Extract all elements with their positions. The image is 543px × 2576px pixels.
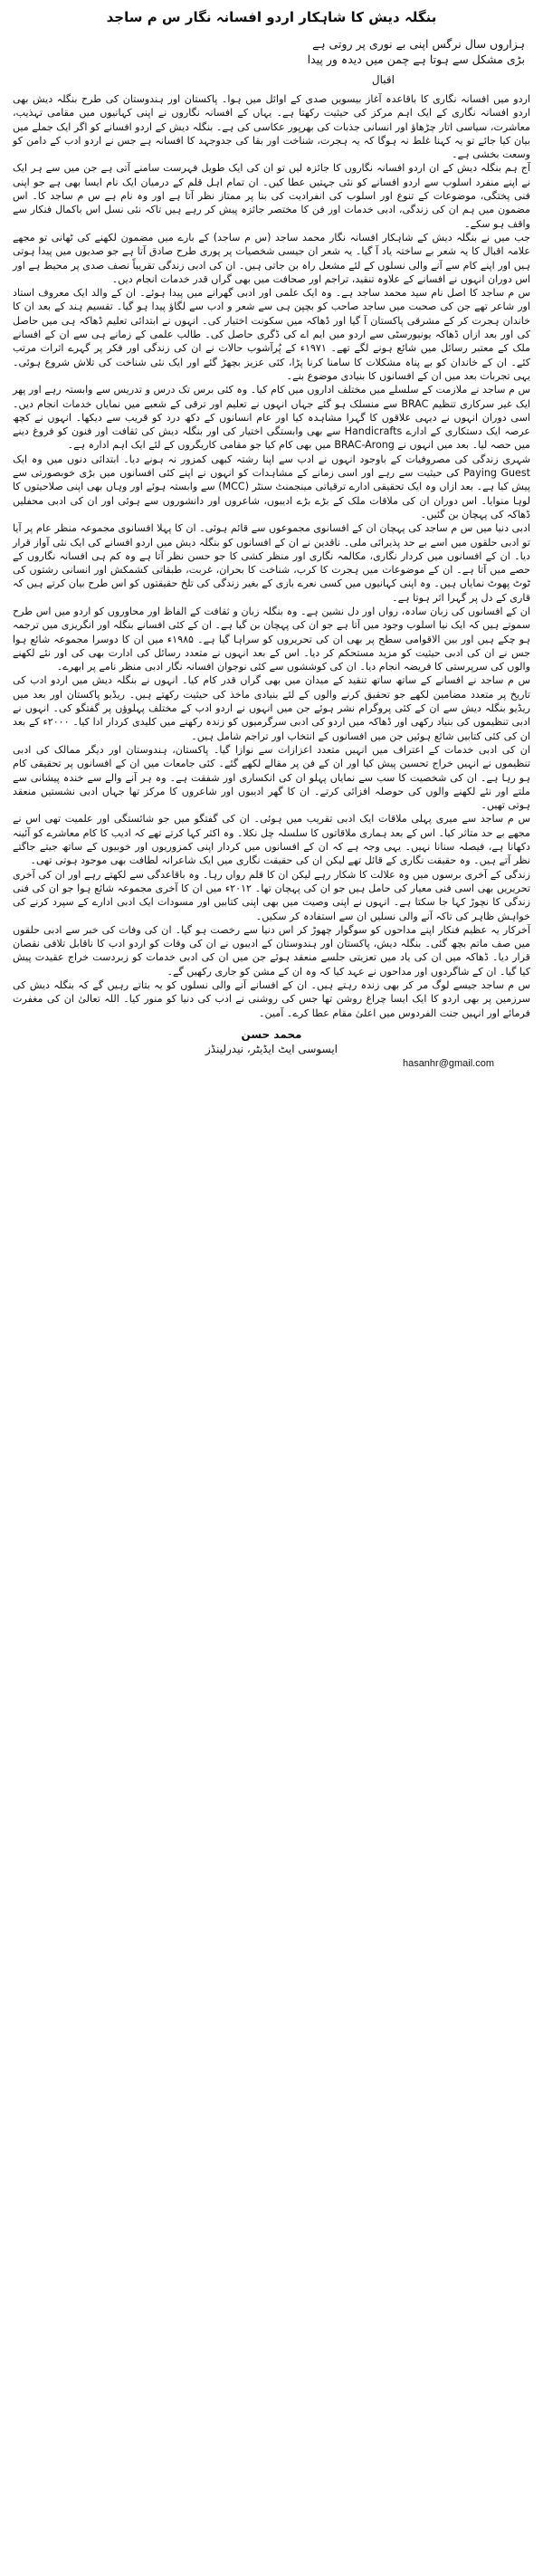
body-paragraph: س م ساجد جیسے لوگ مر کر بھی زندہ رہتے ہیں۔ ان کے افسانے آنے والی نسلوں کو یہ بتاتے رہیں گے کہ بنگلہ دیش کی سرزمین پر بھی اردو کا ایک ایسا چراغ روشن تھا جس کی روشنی نے ادب کی دنیا کو منور کیا۔ اللہ تعالیٰ ان کی مغفرت فرمائے اور انہیں جنت الفردوس میں اعلیٰ مقام عطا کرے۔ آمین۔: [13, 979, 530, 1019]
author-email-link[interactable]: hasanhr@gmail.com: [402, 1057, 494, 1069]
article-title: بنگلہ دیش کا شاہکار اردو افسانہ نگار س م ساجد: [106, 9, 437, 25]
body-paragraph: ان کی ادبی خدمات کے اعتراف میں انہیں متعدد اعزازات سے نوازا گیا۔ پاکستان، ہندوستان اور دیگر ممالک کی ادبی تنظیموں نے انہیں خراج تحسین پیش کیا اور ان کے فن پر مقالے لکھے گئے۔ کئی جامعات میں ان کے افسانوں پر تحقیقی کام ہو رہا ہے۔ ان کی شخصیت کا سب سے نمایاں پہلو ان کی انکساری اور شفقت ہے۔ وہ ہر آنے والے سے خندہ پیشانی سے ملتے اور نئے لکھنے والوں کی حوصلہ افزائی کرتے۔ ان کا گھر ادیبوں اور شاعروں کا مرکز تھا جہاں ادبی نشستیں منعقد ہوتی تھیں۔: [13, 743, 530, 812]
body-paragraph: آج ہم بنگلہ دیش کے ان اردو افسانہ نگاروں کا جائزہ لیں تو ان کی ایک طویل فہرست سامنے آتی ہے جن میں سے ہر ایک نے اپنے منفرد اسلوب سے اردو افسانے کو نئی جہتیں عطا کیں۔ ان تمام اہل قلم کے درمیان ایک نام ایسا بھی ہے جو اپنی فنی پختگی، موضوعات کے تنوع اور اسلوب کی انفرادیت کی بنا پر ممتاز نظر آتا ہے اور وہ نام ہے س م ساجد کا۔ اس مضمون میں ہم ان کی زندگی، ادبی خدمات اور فن کا مختصر جائزہ پیش کر رہے ہیں تاکہ نئی نسل اس باکمال فنکار سے واقف ہو سکے۔: [13, 162, 530, 230]
verse-line: ہزاروں سال نرگس اپنی بے نوری پر روتی ہے: [311, 37, 525, 51]
epigraph-verse: [13, 36, 530, 67]
body-paragraph: س م ساجد سے میری پہلی ملاقات ایک ادبی تقریب میں ہوئی۔ ان کی گفتگو میں جو شائستگی اور علمیت تھی اس نے مجھے بے حد متاثر کیا۔ اس کے بعد ہماری ملاقاتوں کا سلسلہ چل نکلا۔ وہ اکثر کہا کرتے تھے کہ ادیب کا کام معاشرے کو آئینہ دکھانا ہے، فیصلہ سنانا نہیں۔ یہی وجہ ہے کہ ان کے افسانوں میں کردار اپنی کمزوریوں اور خوبیوں کے ساتھ جیتے جاگتے نظر آتے ہیں۔ وہ حقیقت نگاری کے قائل تھے لیکن ان کی حقیقت نگاری میں ایک شاعرانہ لطافت بھی موجود ہوتی تھی۔: [13, 813, 530, 867]
body-paragraph: زندگی کے آخری برسوں میں وہ علالت کا شکار رہے لیکن ان کا قلم رواں رہا۔ وہ باقاعدگی سے لکھتے رہے اور ان کی آخری تحریریں بھی اسی فنی معیار کی حامل ہیں جو ان کی پہچان تھا۔ ۲۰۱۲ء میں ان کا آخری مجموعہ شائع ہوا جو ان کی فنی زندگی کا نچوڑ کہا جا سکتا ہے۔ انہوں نے اپنی وصیت میں بھی اپنی کتابیں اور مسودات ایک ادبی ادارے کے سپرد کرنے کی خواہش ظاہر کی تاکہ آنے والی نسلیں ان سے استفادہ کر سکیں۔: [13, 868, 530, 922]
body-paragraph: جب میں نے بنگلہ دیش کے شاہکار افسانہ نگار محمد ساجد (س م ساجد) کے بارے میں مضمون لکھنے کی ٹھانی تو مجھے علامہ اقبال کا یہ شعر بے ساختہ یاد آ گیا۔ یہ شعر ان جیسی شخصیات پر پوری طرح صادق آتا ہے جو صدیوں میں پیدا ہوتی ہیں اور اپنے کام سے آنے والی نسلوں کے لئے مشعل راہ بن جاتی ہیں۔ ان کی ادبی زندگی تقریباً نصف صدی پر محیط ہے اور اس دوران انہوں نے افسانے کے علاوہ تنقید، تراجم اور صحافت میں بھی گراں قدر خدمات انجام دیں۔: [13, 231, 530, 285]
article-body: [13, 92, 530, 1020]
body-paragraph: ان کے افسانوں کی زبان سادہ، رواں اور دل نشین ہے۔ وہ بنگلہ زبان و ثقافت کے الفاظ اور محاوروں کو اردو میں اس طرح سموتے ہیں کہ ایک نیا اسلوب وجود میں آتا ہے جو ان کی پہچان بن گیا ہے۔ ان کے کئی افسانے بنگلہ اور انگریزی میں ترجمہ ہو چکے ہیں اور بین الاقوامی سطح پر بھی ان کی تحریروں کو سراہا گیا ہے۔ ۱۹۸۵ء میں ان کا دوسرا مجموعہ شائع ہوا جس نے ان کی ادبی حیثیت کو مزید مستحکم کر دیا۔ اس کے بعد انہوں نے متعدد رسائل کی ادارت بھی کی اور نئے لکھنے والوں کی سرپرستی کا فریضہ انجام دیا۔ ان کی کوششوں سے کئی نوجوان افسانہ نگار ادبی منظر نامے پر ابھرے۔: [13, 605, 531, 673]
body-paragraph: س م ساجد نے افسانے کے ساتھ ساتھ تنقید کے میدان میں بھی گراں قدر کام کیا۔ انہوں نے بنگلہ دیش میں اردو ادب کی تاریخ پر متعدد مضامین لکھے جو تحقیق کرنے والوں کے لئے بنیادی ماخذ کی حیثیت رکھتے ہیں۔ ریڈیو پاکستان اور بعد میں ریڈیو بنگلہ دیش سے ان کے کئی پروگرام نشر ہوئے جن میں انہوں نے اردو ادب کے مختلف پہلوؤں پر گفتگو کی۔ انہوں نے ادبی تنظیموں کی بنیاد رکھی اور ڈھاکہ میں اردو کی ادبی سرگرمیوں کو زندہ رکھنے میں کلیدی کردار ادا کیا۔ ۲۰۰۰ء کے بعد ان کی کئی کتابیں شائع ہوئیں جن میں افسانوں کے انتخاب اور تراجم شامل ہیں۔: [13, 674, 530, 742]
verse-poet: اقبال: [371, 73, 395, 86]
author-location: ایسوسی ایٹ ایڈیٹر، نیدرلینڈز: [205, 1042, 338, 1055]
body-paragraph: س م ساجد نے ملازمت کے سلسلے میں مختلف اداروں میں کام کیا۔ وہ کئی برس تک درس و تدریس سے وابستہ رہے اور پھر ایک غیر سرکاری تنظیم BRAC سے منسلک ہو گئے جہاں انہوں نے تعلیم اور ترقی کے شعبے میں نمایاں خدمات انجام دیں۔ اسی دوران انہوں نے دیہی علاقوں کا گہرا مشاہدہ کیا اور عام انسانوں کے دکھ درد کو قریب سے دیکھا۔ انہوں نے کچھ عرصہ ایک دستکاری کے ادارے Handicrafts سے بھی وابستگی اختیار کی اور بنگلہ دیش کی ثقافت اور فنون کو فروغ دینے میں حصہ لیا۔ بعد میں انہوں نے BRAC-Arong میں بھی کام کیا جو مقامی کاریگروں کے لئے ایک اہم ادارہ ہے۔: [13, 384, 530, 452]
body-paragraph: شہری زندگی کی مصروفیات کے باوجود انہوں نے ادب سے اپنا رشتہ کبھی کمزور نہ ہونے دیا۔ ابتدائی دنوں میں وہ ایک Paying Guest کی حیثیت سے رہے اور اسی زمانے کے مشاہدات کو انہوں نے اپنے کئی افسانوں میں بڑی خوبصورتی سے پیش کیا ہے۔ بعد ازاں وہ ایک تحقیقی ادارے ترقیاتی مینجمنٹ سنٹر (MCC) سے وابستہ ہوئے اور وہاں بھی اپنی صلاحیتوں کا لوہا منوایا۔ اس دوران ان کی ملاقات ملک کے بڑے بڑے ادیبوں، شاعروں اور دانشوروں سے ہوئی اور ان کی ادبی محفلیں ڈھاکہ کی پہچان بن گئیں۔: [13, 453, 530, 520]
body-paragraph: اردو میں افسانہ نگاری کا باقاعدہ آغاز بیسویں صدی کے اوائل میں ہوا۔ پاکستان اور ہندوستان کی طرح بنگلہ دیش بھی اردو افسانہ نگاری کے ایک اہم مرکز کی حیثیت رکھتا ہے۔ یہاں کے افسانہ نگاروں نے اپنی کہانیوں میں مقامی تہذیب، معاشرت، سیاسی اتار چڑھاؤ اور انسانی جذبات کی بھرپور عکاسی کی ہے۔ بنگلہ دیش کے اردو افسانے کو اگر ایک جملے میں بیان کیا جائے تو یہ کہنا غلط نہ ہوگا کہ یہ ہجرت، شناخت اور بقا کی جدوجہد کا افسانہ ہے جس نے اردو ادب کے دامن کو وسعت بخشی ہے۔: [13, 93, 530, 161]
body-paragraph: آخرکار یہ عظیم فنکار اپنے مداحوں کو سوگوار چھوڑ کر اس دنیا سے رخصت ہو گیا۔ ان کی وفات کی خبر سے ادبی حلقوں میں صف ماتم بچھ گئی۔ بنگلہ دیش، پاکستان اور ہندوستان کے ادیبوں نے ان کی وفات کو اردو ادب کا ناقابل تلافی نقصان قرار دیا۔ ڈھاکہ میں ان کی یاد میں تعزیتی جلسے منعقد ہوئے جن میں ان کی ادبی خدمات کو زبردست خراج عقیدت پیش کیا گیا۔ ان کے شاگردوں اور مداحوں نے عہد کیا کہ وہ ان کے مشن کو جاری رکھیں گے۔: [13, 923, 530, 978]
body-paragraph: ادبی دنیا میں س م ساجد کی پہچان ان کے افسانوی مجموعوں سے قائم ہوئی۔ ان کا پہلا افسانوی مجموعہ منظر عام پر آیا تو ادبی حلقوں میں اسے بے حد پذیرائی ملی۔ ناقدین نے ان کے افسانوں کو بنگلہ دیش میں اردو افسانے کی ایک نئی آواز قرار دیا۔ ان کے افسانوں میں کردار نگاری، مکالمہ نگاری اور منظر کشی کا جو حسن نظر آتا ہے وہ کم ہی افسانہ نگاروں کے حصے میں آتا ہے۔ ان کے موضوعات میں ہجرت کا کرب، شناخت کا بحران، غربت، طبقاتی کشمکش اور انسانی رشتوں کی ٹوٹ پھوٹ نمایاں ہیں۔ وہ اپنی کہانیوں میں کسی نعرے بازی کے بغیر زندگی کی تلخ حقیقتوں کو اس طرح بیان کرتے ہیں کہ قاری کے دل پر گہرا اثر ہوتا ہے۔: [13, 522, 530, 604]
body-paragraph: س م ساجد کا اصل نام سید محمد ساجد ہے۔ وہ ایک علمی اور ادبی گھرانے میں پیدا ہوئے۔ ان کے والد ایک معروف استاد اور شاعر تھے جن کی صحبت میں ساجد صاحب کو بچپن ہی سے شعر و ادب سے لگاؤ پیدا ہو گیا۔ تقسیم ہند کے بعد ان کا خاندان ہجرت کر کے مشرقی پاکستان آ گیا اور ڈھاکہ میں سکونت اختیار کی۔ انہوں نے ابتدائی تعلیم ڈھاکہ ہی میں حاصل کی اور بعد ازاں ڈھاکہ یونیورسٹی سے اردو میں ایم اے کی ڈگری حاصل کی۔ طالب علمی کے زمانے ہی سے ان کے افسانے ملک کے معتبر رسائل میں شائع ہونے لگے تھے۔ ۱۹۷۱ء کے پُرآشوب حالات نے ان کی زندگی اور فکر پر گہرے اثرات مرتب کئے۔ ان کے خاندان کو بے پناہ مشکلات کا سامنا کرنا پڑا، کئی عزیز بچھڑ گئے اور ایک نئی شناخت کی تلاش شروع ہوئی۔ یہی تجربات بعد میں ان کے افسانوں کا بنیادی موضوع بنے۔: [13, 287, 530, 382]
author-name: محمد حسن: [241, 1027, 302, 1041]
verse-line: بڑی مشکل سے ہوتا ہے چمن میں دیدہ ور پیدا: [307, 52, 525, 66]
author-signature: [13, 1027, 530, 1071]
